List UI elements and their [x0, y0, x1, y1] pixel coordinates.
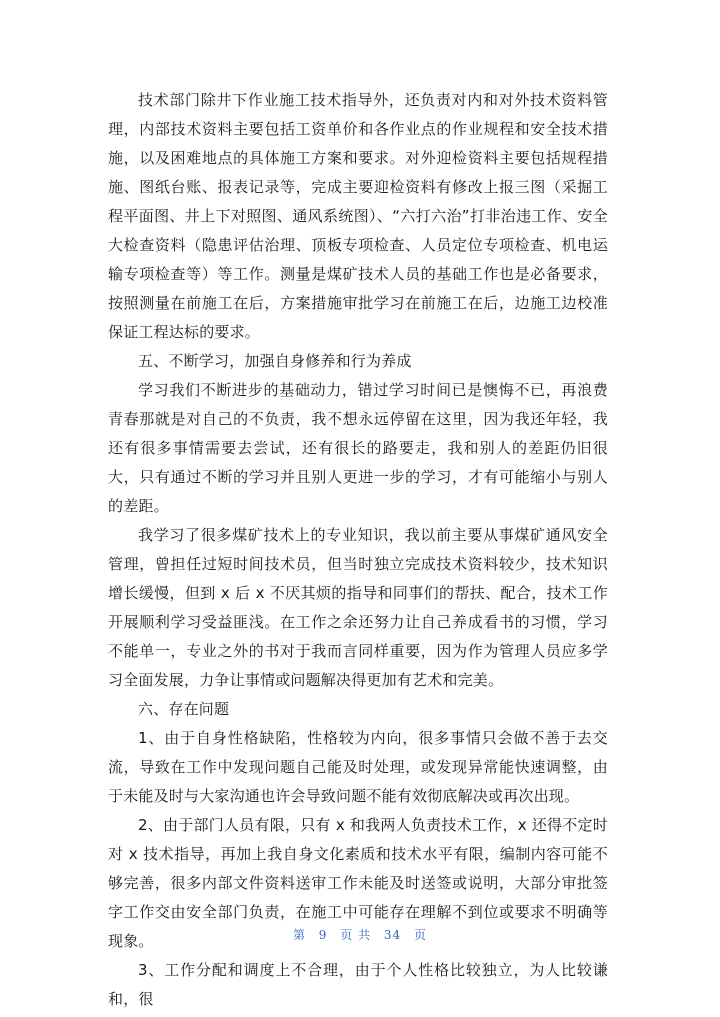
paragraph-problem-3: 3、工作分配和调度上不合理，由于个人性格比较独立，为人比较谦和，很 — [108, 961, 608, 1008]
footer-prefix: 第 — [292, 928, 306, 942]
paragraph-problem-2: 2、由于部门人员有限，只有 x 和我两人负责技术工作，x 还得不定时对 x 技术指导，再加上我自身文化素质和技术水平有限，编制内容可能不够完善，很多内部文件资料送审工作未能及时送签或说明，大部分审批签字工作交由安全部门负责，在施工中可能存在理解不到位或要求不明确等现象。 — [108, 816, 608, 950]
footer-suffix: 页 — [414, 928, 428, 942]
section-heading-learning: 五、不断学习，加强自身修养和行为养成 — [138, 352, 412, 370]
paragraph-professional-knowledge: 我学习了很多煤矿技术上的专业知识，我以前主要从事煤矿通风安全管理，曾担任过短时间技术员，但当时独立完成技术资料较少，技术知识增长缓慢，但到 x 后 x 不厌其烦的指导和同事们的帮扶、配合，技术工作开展顺利学习受益匪浅。在工作之余还努力让自己养成看书的习惯，学习不能单一，专业之外的书对于我而言同样重要，因为作为管理人员应多学习全面发展，力争让事情或问题解决得更加有艺术和完美。 — [108, 526, 608, 689]
page-footer — [0, 926, 720, 943]
paragraph-learning-motivation: 学习我们不断进步的基础动力，错过学习时间已是懊悔不已，再浪费青春那就是对自己的不负责，我不想永远停留在这里，因为我还年轻，我还有很多事情需要去尝试，还有很长的路要走，我和别人的差距仍旧很大，只有通过不断的学习并且别人更进一步的学习，才有可能缩小与别人的差距。 — [108, 381, 608, 515]
footer-total-pages: 34 — [383, 928, 402, 942]
paragraph-tech-department: 技术部门除井下作业施工技术指导外，还负责对内和对外技术资料管理，内部技术资料主要包括工资单价和各作业点的作业规程和安全技术措施，以及困难地点的具体施工方案和要求。对外迎检资料主要包括规程措施、图纸台账、报表记录等，完成主要迎检资料有修改上报三图（采掘工程平面图、井上下对照图、通风系统图）、“六打六治”打非治违工作、安全大检查资料（隐患评估治理、顶板专项检查、人员定位专项检查、机电运输专项检查等）等工作。测量是煤矿技术人员的基础工作也是必备要求，按照测量在前施工在后，方案措施审批学习在前施工在后，边施工边校准保证工程达标的要求。 — [108, 91, 608, 341]
paragraph-problem-1: 1、由于自身性格缺陷，性格较为内向，很多事情只会做不善于去交流，导致在工作中发现问题自己能及时处理，或发现异常能快速调整，由于未能及时与大家沟通也许会导致问题不能有效彻底解决或再次出现。 — [108, 729, 608, 805]
section-heading-problems: 六、存在问题 — [138, 700, 230, 718]
footer-middle: 页 共 — [340, 928, 372, 942]
footer-page-number: 9 — [318, 928, 328, 942]
document-body — [108, 86, 608, 1014]
